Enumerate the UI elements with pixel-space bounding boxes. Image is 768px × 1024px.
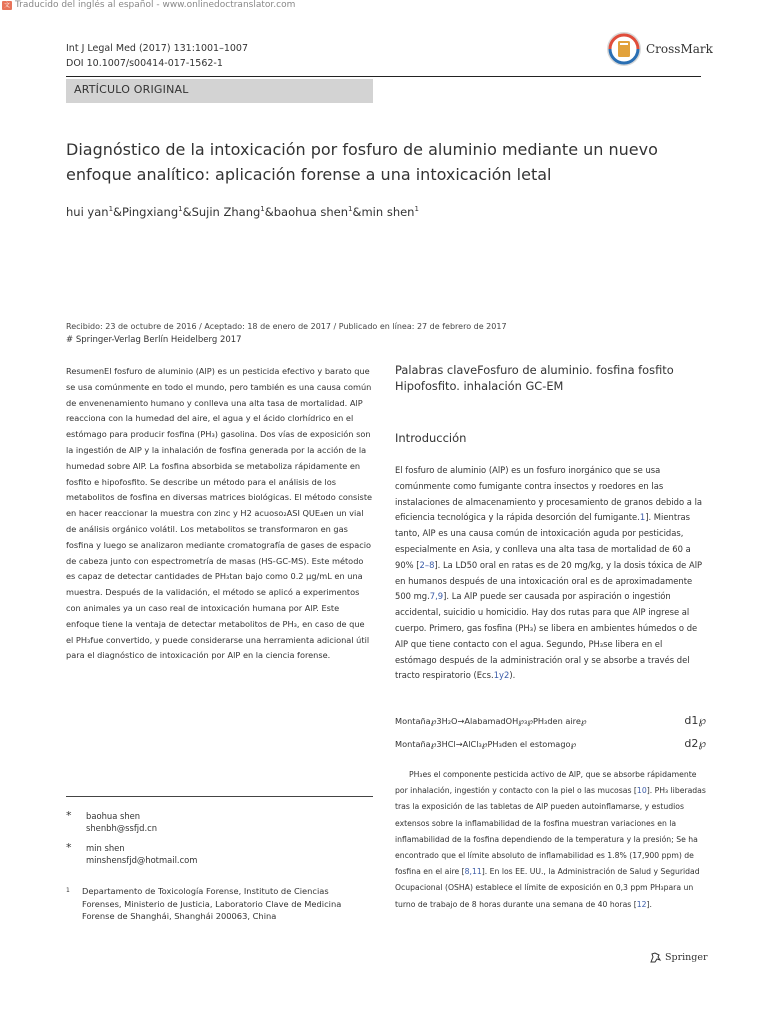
copyright-line: # Springer-Verlag Berlín Heidelberg 2017 xyxy=(66,335,242,345)
journal-doi: DOI 10.1007/s00414-017-1562-1 xyxy=(66,58,223,69)
article-type-label: ARTÍCULO ORIGINAL xyxy=(74,83,189,96)
equation-2 xyxy=(395,737,706,750)
journal-citation: Int J Legal Med (2017) 131:1001–1007 xyxy=(66,43,249,54)
affiliation-number: 1 xyxy=(66,887,70,894)
header-rule xyxy=(66,76,701,77)
abstract: ResumenEl fosfuro de aluminio (AlP) es un pesticida efectivo y barato que se usa comúnmente en todo el mundo, pero también es una causa común de envenenamiento humano y conlleva una alta tasa de mortalidad. AlP reacciona con la humedad del aire, el agua y el ácido clorhídrico en el estómago para producir fosfina (PH₃) gasolina. Dos vías de exposición son la ingestión de AlP y la inhalación de fosfina generada por la acción de la humedad sobre AlP. La fosfina absorbida se metaboliza rápidamente en fosfito e hipofosfito. Se describe un método para el análisis de los metabolitos de fosfina en diversas matrices biológicas. El método consiste en hacer reaccionar la muestra con zinc y H2 acuoso₂ASI QUE₄en un vial de análisis orgánico volátil. Los metabolitos se transformaron en gas fosfina y luego se analizaron mediante cromatografía de gases de espacio de cabeza junto con espectrometría de masas (HS-GC-MS). Este método es capaz de detectar cantidades de PH₃tan bajo como 0.2 μg/mL en una muestra. Después de la validación, el método se aplicó a experimentos con animales ya un caso real de intoxicación humana por AlP. Este enfoque tiene la ventaja de detectar metabolitos de PH₃, en caso de que el PH₃fue convertido, y puede considerarse una herramienta adicional útil para el diagnóstico de intoxicación por AlP en la ciencia forense. xyxy=(66,366,373,661)
introduction-paragraph-2: PH₃es el componente pesticida activo de AlP, que se absorbe rápidamente por inhalación, ingestión y contacto con la piel o las mucosas [10]. PH₃ liberadas tras la exposición de las tabletas de AlP pueden autoinflamarse, y estudios extensos sobre la inflamabilidad de la fosfina muestran variaciones en la inflamabilidad de la fosfina dependiendo de la temperatura y la presión; Se ha encontrado que el límite absoluto de inflamabilidad es 1.8% (17,900 ppm) de fosfina en el aire [8,11]. En los EE. UU., la Administración de Salud y Seguridad Ocupacional (OSHA) establece el límite de exposición en 0,3 ppm PH₃para un turno de trabajo de 8 horas durante una semana de 40 horas [12]. xyxy=(395,770,706,909)
footnote-rule xyxy=(66,796,373,797)
crossmark-icon xyxy=(606,31,642,67)
crossmark-label: CrossMark xyxy=(646,42,713,56)
reference-link[interactable]: 1y2 xyxy=(493,670,510,681)
reference-link[interactable]: 1 xyxy=(639,512,646,523)
translate-icon: 文A xyxy=(3,1,10,18)
contact-email[interactable]: minshensfjd@hotmail.com xyxy=(86,855,198,865)
equation-text: Montaña℘3HCl→AlCl₃℘PH₃den el estomago℘ xyxy=(395,738,577,749)
equation-number: d2℘ xyxy=(684,737,706,750)
paper-title: Diagnóstico de la intoxicación por fosfuro de aluminio mediante un nuevo enfoque analítico: aplicación forense a una intoxicación letal xyxy=(66,140,658,184)
contact-name: min shen xyxy=(86,843,125,853)
author[interactable]: hui yan$^1$& xyxy=(66,205,123,219)
equation-text: Montaña℘3H₂O→AlabamadOH℘₃℘PH₃den aire℘ xyxy=(395,715,587,726)
keywords: Palabras claveFosfuro de aluminio. fosfina fosfito Hipofosfito. inhalación GC-EM xyxy=(395,363,674,393)
affiliation-text: Departamento de Toxicología Forense, Instituto de Ciencias Forenses, Ministerio de Justicia, Laboratorio Clave de Medicina Forense de Shanghái, Shanghái 200063, China xyxy=(82,886,342,921)
translator-banner[interactable] xyxy=(2,0,296,18)
asterisk-mark: * xyxy=(66,809,72,822)
crossmark-badge[interactable] xyxy=(606,31,713,67)
publication-dates: Recibido: 23 de octubre de 2016 / Aceptado: 18 de enero de 2017 / Publicado en línea: 27 de febrero de 2017 xyxy=(66,322,507,331)
article-type-banner xyxy=(66,79,373,103)
affiliation xyxy=(66,885,373,923)
author[interactable]: baohua shen$^1$& xyxy=(273,205,362,219)
publisher-name: Springer xyxy=(665,952,708,963)
translator-banner-text: Traducido del inglés al español - www.onlinedoctranslator.com xyxy=(15,0,296,10)
author[interactable]: Sujin Zhang$^1$& xyxy=(191,205,274,219)
reference-link[interactable]: 7,9 xyxy=(429,591,444,602)
reference-link[interactable]: 10 xyxy=(636,786,647,796)
author-list xyxy=(66,205,419,219)
corresponding-author xyxy=(66,842,197,866)
author[interactable]: min shen$^1$ xyxy=(361,205,419,219)
equation-1 xyxy=(395,714,706,727)
publisher-logo xyxy=(649,951,708,964)
contact-name: baohua shen xyxy=(86,811,141,821)
introduction-paragraph: El fosfuro de aluminio (AlP) es un fosfuro inorgánico que se usa comúnmente como fumigante contra insectos y roedores en las instalaciones de almacenamiento y procesamiento de granos debido a la eficiencia tecnológica y la rápida desorción del fumigante.1]. Mientras tanto, AlP es una causa común de intoxicación aguda por pesticidas, especialmente en Asia, y conlleva una alta tasa de mortalidad de 60 a 90% [2–8]. La LD50 oral en ratas es de 20 mg/kg, y la dosis tóxica de AlP en humanos después de una intoxicación oral es de aproximadamente 500 mg.7,9]. La AlP puede ser causada por aspiración o ingestión accidental, suicidio u homicidio. Hay dos rutas para que AlP ingrese al cuerpo. Primero, gas fosfina (PH₃) se libera en ambientes húmedos o de AlP que tiene contacto con el agua. Segundo, PH₃se libera en el estómago después de la administración oral y se absorbe a través del tracto respiratorio (Ecs.1y2). xyxy=(395,465,703,681)
reference-link[interactable]: 12 xyxy=(636,899,647,909)
springer-horse-icon xyxy=(649,951,662,964)
reference-link[interactable]: 8,11 xyxy=(464,867,482,877)
journal-info xyxy=(66,41,248,71)
corresponding-author xyxy=(66,810,157,834)
reference-link[interactable]: 2–8 xyxy=(419,559,435,570)
asterisk-mark: * xyxy=(66,841,72,854)
section-heading-introduction: Introducción xyxy=(395,431,467,445)
equation-number: d1℘ xyxy=(684,714,706,727)
author[interactable]: Pingxiang$^1$& xyxy=(122,205,192,219)
contact-email[interactable]: shenbh@ssfjd.cn xyxy=(86,823,158,833)
